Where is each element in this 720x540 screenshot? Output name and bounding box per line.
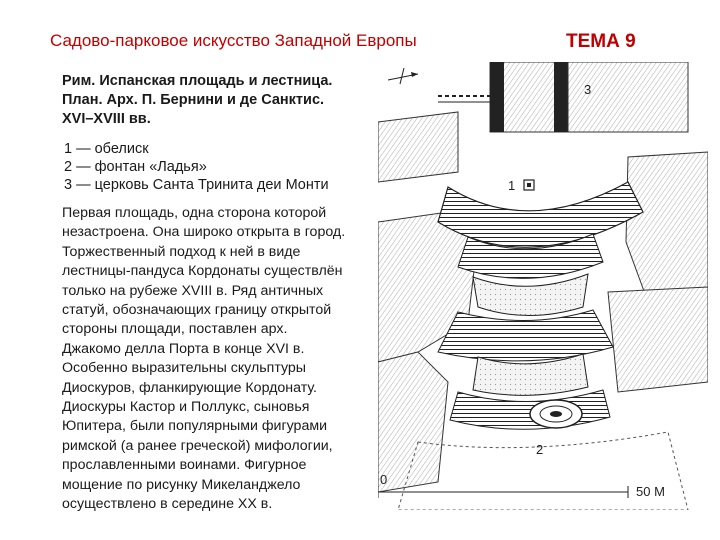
page-title: Садово-парковое искусство Западной Европы	[50, 31, 417, 50]
scale-label-fifty: 50 М	[636, 484, 665, 499]
caption-line: XVI–XVIII вв.	[62, 111, 151, 127]
plan-legend	[64, 140, 384, 194]
body-line: Юпитера, были популярными фигурами	[62, 418, 328, 435]
body-line: Диоскуров, фланкирующие Кордонату.	[62, 379, 317, 396]
body-line: незастроена. Она широко открыта в город.	[62, 224, 346, 241]
legend-item: 2 — фонтан «Ладья»	[64, 159, 207, 175]
spanish-steps	[438, 234, 613, 429]
legend-item: 3 — церковь Санта Тринита деи Монти	[64, 177, 329, 193]
body-line: Диоскуры Кастор и Поллукс, сыновья	[62, 399, 310, 416]
body-line: прославленными воинами. Фигурное	[62, 457, 307, 474]
caption-line: План. Арх. П. Бернини и де Санктис.	[62, 92, 325, 108]
body-paragraph	[62, 204, 388, 515]
body-line: мощение по рисунку Микеланджело	[62, 476, 301, 493]
fountain-barcaccia-icon	[530, 400, 582, 428]
body-line: римской (а ранее греческой) мифологии,	[62, 437, 333, 454]
church-block	[438, 62, 688, 132]
left-buildings	[378, 112, 478, 492]
figure-caption	[62, 72, 382, 129]
body-line: стороны площади, поставлен арх.	[62, 321, 288, 338]
body-line: только на рубеже XVIII в. Ряд античных	[62, 282, 324, 299]
body-line: Торжественный подход к ней в виде	[62, 243, 301, 260]
body-line: Джакомо делла Порта в конце XVI в.	[62, 340, 305, 357]
body-line: осуществлено в середине XX в.	[62, 496, 273, 513]
topic-badge: ТЕМА 9	[566, 31, 636, 52]
plan-label-1: 1	[508, 178, 516, 193]
north-arrow-icon	[388, 68, 418, 84]
legend-item: 1 — обелиск	[64, 141, 149, 157]
body-line: Особенно выразительны скульптуры	[62, 360, 306, 377]
obelisk-icon	[524, 180, 534, 190]
scale-label-zero: 0	[380, 472, 388, 487]
body-line: статуй, обозначающих границу открытой	[62, 302, 332, 319]
caption-line: Рим. Испанская площадь и лестница.	[62, 73, 333, 89]
site-plan-drawing	[378, 62, 708, 510]
body-line: лестницы-пандуса Кордонаты существлён	[62, 263, 343, 280]
plan-label-2: 2	[536, 442, 544, 457]
body-line: Первая площадь, одна сторона которой	[62, 205, 327, 221]
plan-label-3: 3	[584, 82, 592, 97]
